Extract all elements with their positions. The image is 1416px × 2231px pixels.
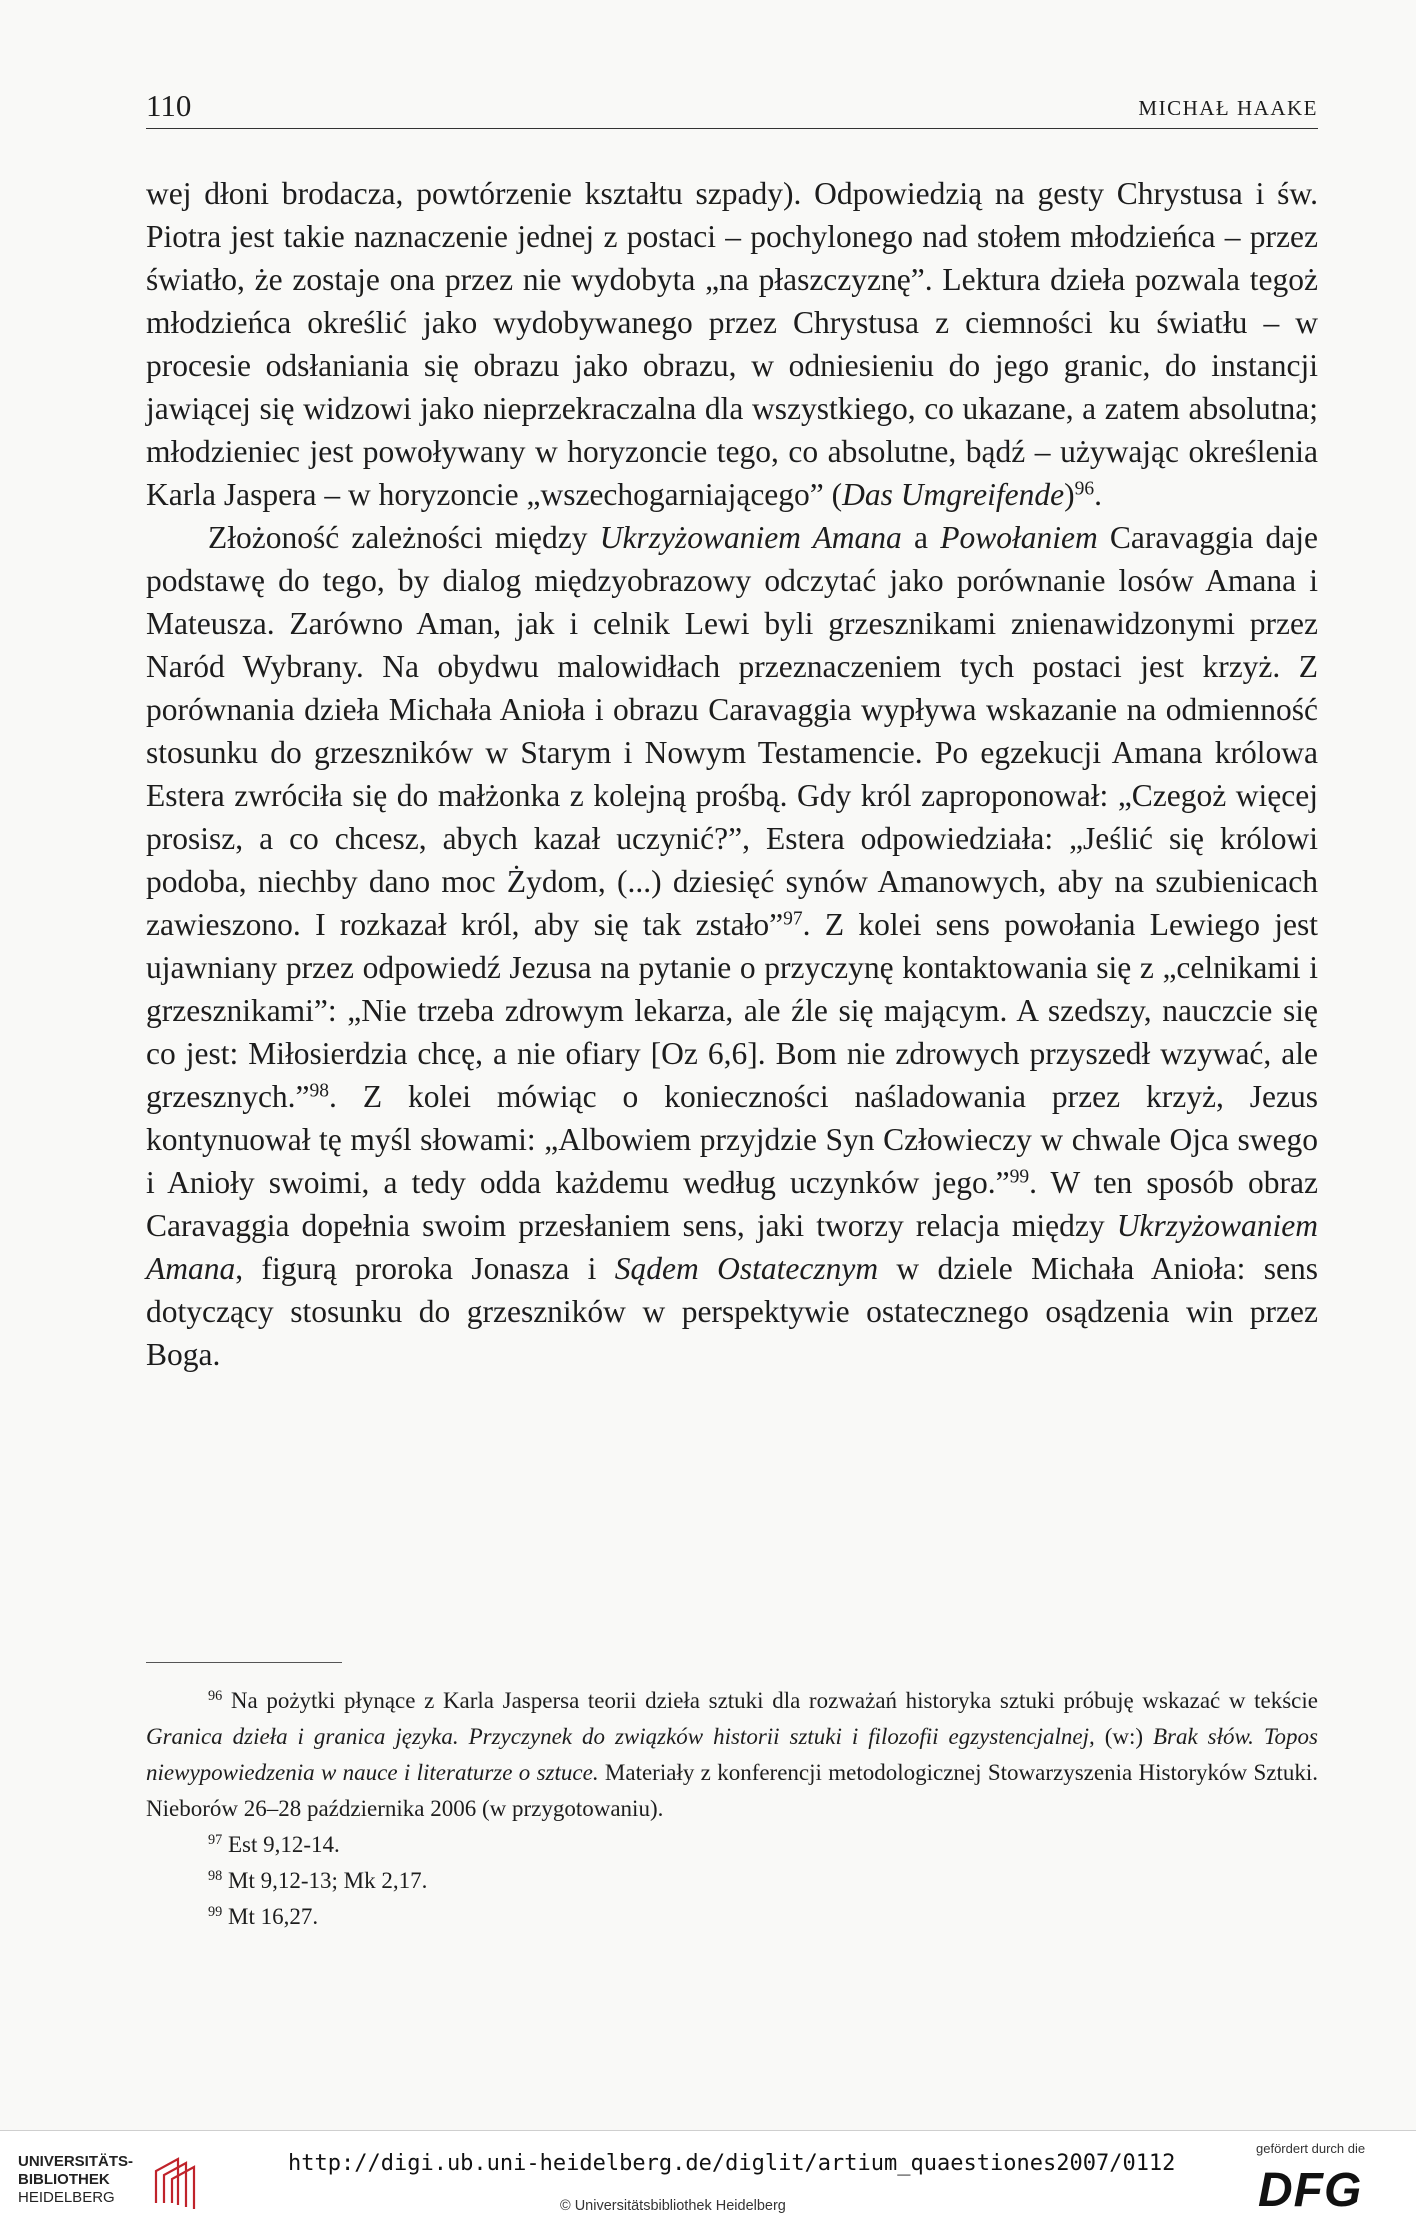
- footnote-ref-99[interactable]: 99: [1009, 1166, 1030, 1188]
- running-head: MICHAŁ HAAKE: [1138, 96, 1318, 120]
- paragraph-2: Złożoność zależności między Ukrzyżowaniem Amana a Powołaniem Caravaggia daje podstawę do tego, by dialog międzyobrazowy odczytać jako porównanie losów Amana i Mateusza. Zarówno Aman, jak i celnik Lewi byli grzesznikami znienawidzonymi przez Naród Wybrany. Na obydwu malowidłach przeznaczeniem tych postaci jest krzyż. Z porównania dzieła Michała Anioła i obrazu Caravaggia wypływa wskazanie na odmienność stosunku do grzeszników w Starym i Nowym Testamencie. Po egzekucji Amana królowa Estera zwróciła się do małżonka z kolejną prośbą. Gdy król zaproponował: „Czegoż więcej prosisz, a co chcesz, abych kazał uczynić?”, Estera odpowiedziała: „Jeślić się królowi podoba, niechby dano moc Żydom, (...) dziesięć synów Amanowych, aby na szubienicach zawieszono. I rozkazał król, aby się tak zstało”$^{97}$. Z kolei sens powołania Lewiego jest ujawniany przez odpowiedź Jezusa na pytanie o przyczynę kontaktowania się z „celnikami i grzesznikami”: „Nie trzeba zdrowym lekarza, ale źle się mającym. A szedszy, nauczcie się co jest: Miłosierdzia chcę, a nie ofiary [Oz 6,6]. Bom nie zdrowych przyszedł wzywać, ale grzesznych.”$^{98}$. Z kolei mówiąc o konieczności naśladowania przez krzyż, Jezus kontynuował tę myśl słowami: „Albowiem przyjdzie Syn Człowieczy w chwale Ojca swego i Anioły swoimi, a tedy odda każdemu według uczynków jego.”$^{99}$. W ten sposób obraz Caravaggia dopełnia swoim przesłaniem sens, jaki tworzy relacja między Ukrzyżowaniem Amana, figurą proroka Jonasza i Sądem Ostatecznym w dziele Michała Anioła: sens dotyczący stosunku do grzeszników w perspektywie ostatecznego osądzenia win przez Boga.: [146, 520, 1319, 1372]
- footnote-98: $^{98}$ Mt 9,12-13; Mk 2,17.: [208, 1868, 428, 1893]
- footnote-divider: [146, 1662, 342, 1663]
- dfg-supported-label: gefördert durch die: [1256, 2141, 1366, 2156]
- footnote-ref-96[interactable]: 96: [1074, 478, 1095, 500]
- library-logo-icon: [148, 2153, 208, 2213]
- footnote-96: $^{96}$ Na pożytki płynące z Karla Jaspersa teorii dzieła sztuki dla rozważań historyka sztuki próbuję wskazać w tekście Granica dzieła i granica języka. Przyczynek do związków historii sztuki i filozofii egzystencjalnej, (w:) Brak słów. Topos niewypowiedzenia w nauce i literaturze o sztuce. Materiały z konferencji metodologicznej Stowarzyszenia Historyków Sztuki. Nieborów 26–28 października 2006 (w przygotowaniu).: [146, 1688, 1318, 1821]
- viewer-footer: [0, 2130, 1416, 2231]
- page-header: [146, 88, 1318, 129]
- footnote-99: $^{99}$ Mt 16,27.: [208, 1904, 319, 1929]
- footnotes: [146, 1683, 1318, 1935]
- main-text: [146, 172, 1318, 1376]
- permalink-url[interactable]: http://digi.ub.uni-heidelberg.de/diglit/artium_quaestiones2007/0112: [288, 2151, 1176, 2176]
- footnote-ref-97[interactable]: 97: [783, 908, 803, 930]
- paragraph-1: wej dłoni brodacza, powtórzenie kształtu szpady). Odpowiedzią na gesty Chrystusa i św. Piotra jest takie naznaczenie jednej z postaci – pochylonego nad stołem młodzieńca – przez światło, że zostaje ona przez nie wydobyta „na płaszczyznę”. Lektura dzieła pozwala tegoż młodzieńca określić jako wydobywanego przez Chrystusa z ciemności ku światłu – w procesie odsłaniania się obrazu jako obrazu, w odniesieniu do jego granic, do instancji jawiącej się widzowi jako nieprzekraczalna dla wszystkiego, co ukazane, a zatem absolutna; młodzieniec jest powoływany w horyzoncie tego, co absolutne, bądź – używając określenia Karla Jaspera – w horyzoncie „wszechogarniającego” (Das Umgreifende)$^{96}$.: [146, 176, 1318, 512]
- dfg-wordmark: DFG: [1258, 2164, 1363, 2217]
- page-number: 110: [146, 88, 192, 123]
- copyright-notice: © Universitätsbibliothek Heidelberg: [560, 2198, 786, 2214]
- footnote-ref-98[interactable]: 98: [309, 1080, 330, 1102]
- library-logo[interactable]: UNIVERSITÄTS- BIBLIOTHEK HEIDELBERG: [18, 2153, 203, 2215]
- dfg-logo[interactable]: [1256, 2141, 1406, 2221]
- footnote-97: $^{97}$ Est 9,12-14.: [208, 1832, 340, 1857]
